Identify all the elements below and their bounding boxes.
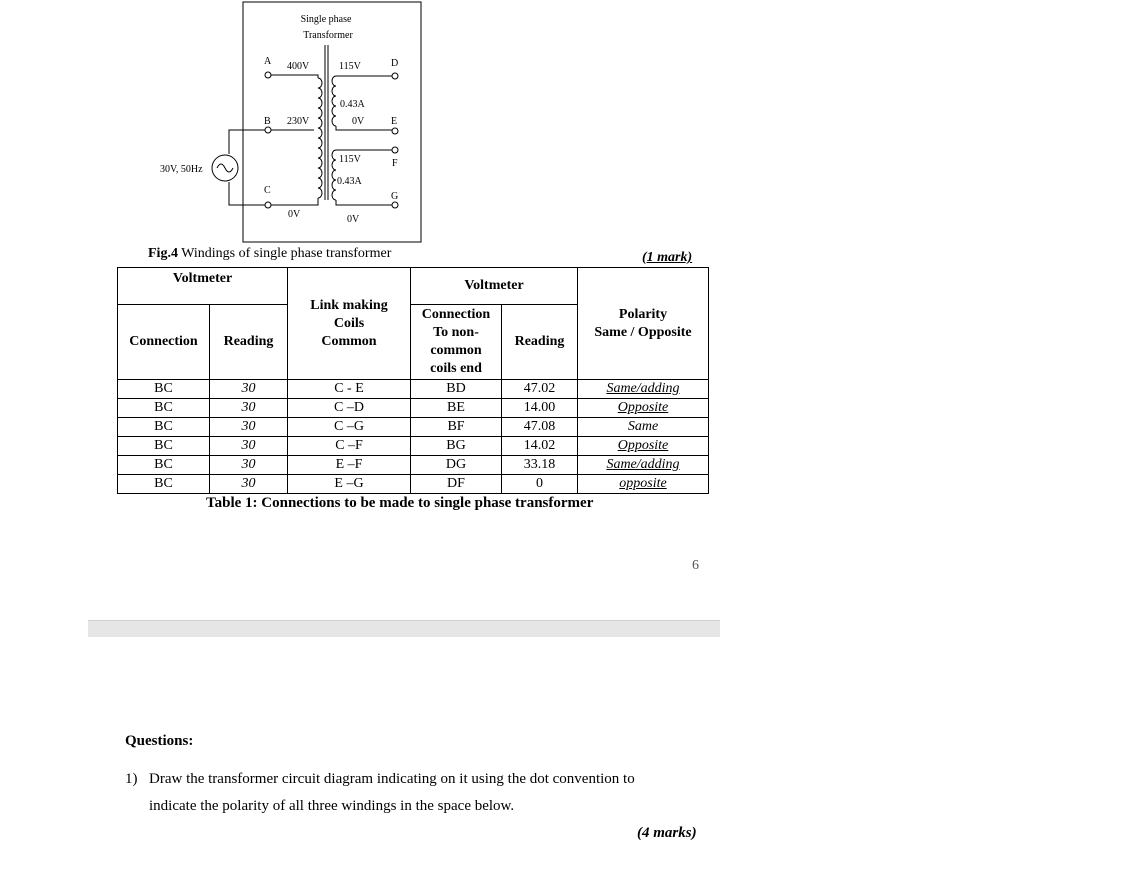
cell-reading2: 14.00 xyxy=(502,399,578,418)
question-1-mark: (4 marks) xyxy=(637,825,697,841)
current-top: 0.43A xyxy=(340,99,365,110)
terminal-f xyxy=(392,147,398,153)
header-conn-nc-line3: common xyxy=(430,343,482,358)
cell-noncommon: BG xyxy=(411,437,502,456)
cell-connection: BC xyxy=(118,475,210,494)
cell-link: C –G xyxy=(288,418,411,437)
cell-link: E –F xyxy=(288,456,411,475)
table-row xyxy=(118,380,709,399)
cell-reading2: 47.08 xyxy=(502,418,578,437)
terminal-a xyxy=(265,72,271,78)
cell-reading: 30 xyxy=(210,475,288,494)
cell-connection: BC xyxy=(118,399,210,418)
cell-connection: BC xyxy=(118,437,210,456)
terminal-label-b: B xyxy=(264,116,271,127)
voltage-115v-bottom: 115V xyxy=(339,154,361,165)
table-row xyxy=(118,456,709,475)
page-number: 6 xyxy=(692,558,699,573)
header-polarity-line1: Polarity xyxy=(618,306,668,322)
table-caption: Table 1: Connections to be made to single phase transformer xyxy=(206,495,594,511)
voltage-400v: 400V xyxy=(287,61,310,72)
cell-link: C –D xyxy=(288,399,411,418)
cell-reading2: 14.02 xyxy=(502,437,578,456)
header-conn-nc-line4: coils end xyxy=(430,361,482,376)
cell-connection: BC xyxy=(118,418,210,437)
cell-reading: 30 xyxy=(210,399,288,418)
cell-polarity: Opposite xyxy=(578,399,709,418)
header-polarity-line2: Same / Opposite xyxy=(594,324,692,340)
terminal-label-f: F xyxy=(392,158,398,169)
header-conn-nc-line1: Connection xyxy=(421,307,491,322)
cell-reading2: 33.18 xyxy=(502,456,578,475)
cell-polarity: Same xyxy=(578,418,709,437)
cell-noncommon: DG xyxy=(411,456,502,475)
figure-caption-text: Windings of single phase transformer xyxy=(177,246,392,261)
header-voltmeter-left: Voltmeter xyxy=(118,268,288,305)
terminal-label-d: D xyxy=(391,58,399,69)
transformer-title-line1: Single phase xyxy=(300,14,352,25)
cell-reading: 30 xyxy=(210,456,288,475)
cell-reading: 30 xyxy=(210,418,288,437)
cell-polarity: Same/adding xyxy=(578,456,709,475)
terminal-e xyxy=(392,128,398,134)
header-link-making-line3: Common xyxy=(321,333,377,349)
header-polarity xyxy=(578,268,709,380)
page-break-divider xyxy=(88,620,720,637)
cell-connection: BC xyxy=(118,380,210,399)
connections-table xyxy=(117,267,709,494)
header-connection: Connection xyxy=(118,305,210,380)
questions-heading: Questions: xyxy=(125,733,194,749)
cell-reading2: 0 xyxy=(502,475,578,494)
header-link-making-line2: Coils xyxy=(333,315,365,331)
terminal-label-c: C xyxy=(264,185,271,196)
header-reading-right: Reading xyxy=(502,305,578,380)
transformer-title-line2: Transformer xyxy=(303,30,353,41)
terminal-label-g: G xyxy=(391,191,399,202)
cell-reading2: 47.02 xyxy=(502,380,578,399)
cell-noncommon: DF xyxy=(411,475,502,494)
voltage-0v-primary: 0V xyxy=(288,209,301,220)
primary-coil xyxy=(318,78,322,198)
secondary-coil-1 xyxy=(332,76,336,126)
table-row xyxy=(118,437,709,456)
voltage-0v-mid: 0V xyxy=(352,116,365,127)
table-row xyxy=(118,475,709,494)
terminal-d xyxy=(392,73,398,79)
header-voltmeter-right: Voltmeter xyxy=(411,268,578,305)
figure-caption xyxy=(148,246,391,262)
cell-link: C - E xyxy=(288,380,411,399)
cell-polarity: opposite xyxy=(578,475,709,494)
table-row xyxy=(118,418,709,437)
terminal-b xyxy=(265,127,271,133)
voltage-230v: 230V xyxy=(287,116,310,127)
cell-link: E –G xyxy=(288,475,411,494)
cell-link: C –F xyxy=(288,437,411,456)
figure-caption-bold: Fig.4 xyxy=(148,246,178,261)
question-1-text-line1: Draw the transformer circuit diagram indicating on it using the dot convention to xyxy=(149,771,635,787)
header-link-making xyxy=(288,268,411,380)
primary-wiring xyxy=(271,75,318,205)
table-row xyxy=(118,399,709,418)
transformer-windings-diagram xyxy=(150,0,440,246)
question-1-number: 1) xyxy=(125,771,138,787)
secondary-coil-2 xyxy=(332,150,336,200)
cell-polarity: Opposite xyxy=(578,437,709,456)
terminal-c xyxy=(265,202,271,208)
cell-reading: 30 xyxy=(210,380,288,399)
question-1-text-line2: indicate the polarity of all three windings in the space below. xyxy=(149,798,515,814)
current-bottom: 0.43A xyxy=(337,176,362,187)
terminal-g xyxy=(392,202,398,208)
figure-mark: (1 mark) xyxy=(642,250,693,265)
cell-noncommon: BF xyxy=(411,418,502,437)
voltage-0v-bottom: 0V xyxy=(347,214,360,225)
terminal-label-e: E xyxy=(391,116,398,127)
cell-noncommon: BD xyxy=(411,380,502,399)
cell-noncommon: BE xyxy=(411,399,502,418)
source-label: 30V, 50Hz xyxy=(160,164,203,175)
header-reading-left: Reading xyxy=(210,305,288,380)
cell-reading: 30 xyxy=(210,437,288,456)
voltage-115v-top: 115V xyxy=(339,61,361,72)
terminal-label-a: A xyxy=(264,56,272,67)
cell-polarity: Same/adding xyxy=(578,380,709,399)
header-link-making-line1: Link making xyxy=(310,297,388,313)
header-connection-noncommon xyxy=(411,305,502,380)
cell-connection: BC xyxy=(118,456,210,475)
header-conn-nc-line2: To non- xyxy=(433,325,479,340)
